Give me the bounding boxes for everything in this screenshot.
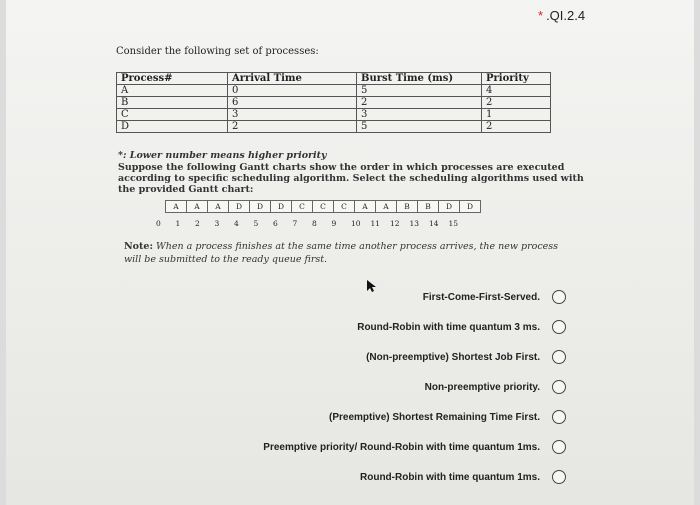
header-priority: Priority <box>482 73 551 85</box>
gantt-cell: A <box>354 200 376 213</box>
gantt-tick: 3 <box>214 219 220 228</box>
note <box>124 240 574 266</box>
cell-burst: 5 <box>357 121 482 133</box>
option-nonpreemptive-priority[interactable] <box>425 380 566 394</box>
question-description: Suppose the following Gantt charts show the order in which processes are executed according to specific scheduling algorithm. Select the scheduling algorithms used with the provided Gantt chart: <box>118 162 584 195</box>
table-row <box>117 109 551 121</box>
option-rr-3ms[interactable] <box>357 320 566 334</box>
header-burst: Burst Time (ms) <box>357 73 482 85</box>
gantt-tick: 13 <box>409 219 420 228</box>
option-label: (Non-preemptive) Shortest Job First. <box>366 351 540 363</box>
option-fcfs[interactable] <box>423 290 566 304</box>
gantt-cell: A <box>207 200 229 213</box>
radio-button[interactable] <box>552 440 566 454</box>
cell-priority: 2 <box>482 97 551 109</box>
cell-burst: 3 <box>357 109 482 121</box>
gantt-cell: D <box>459 200 481 213</box>
cell-burst: 5 <box>357 85 482 97</box>
option-label: Preemptive priority/ Round-Robin with time quantum 1ms. <box>263 441 540 453</box>
gantt-cell: D <box>270 200 292 213</box>
gantt-cell: A <box>165 200 187 213</box>
note-label: Note: <box>124 241 153 252</box>
cell-process: D <box>117 121 228 133</box>
radio-button[interactable] <box>552 290 566 304</box>
cell-process: B <box>117 97 228 109</box>
mouse-pointer-icon <box>366 279 378 293</box>
option-preemptive-priority-rr[interactable] <box>263 440 566 454</box>
gantt-chart <box>166 200 481 213</box>
gantt-cell: D <box>438 200 460 213</box>
cell-arrival: 0 <box>228 85 357 97</box>
table-row <box>117 121 551 133</box>
radio-button[interactable] <box>552 410 566 424</box>
gantt-cell: A <box>375 200 397 213</box>
process-table <box>116 72 551 133</box>
gantt-tick: 0 <box>156 219 161 228</box>
question-id-label: .QI.2.4 <box>546 8 586 23</box>
gantt-cell: B <box>417 200 439 213</box>
radio-button[interactable] <box>552 350 566 364</box>
intro-text: Consider the following set of processes: <box>116 46 319 57</box>
cell-priority: 2 <box>482 121 551 133</box>
cell-priority: 1 <box>482 109 551 121</box>
gantt-tick: 6 <box>273 219 278 228</box>
option-label: Round-Robin with time quantum 3 ms. <box>357 321 540 333</box>
gantt-tick: 4 <box>234 219 239 228</box>
gantt-cell: D <box>249 200 271 213</box>
gantt-tick: 9 <box>331 219 337 228</box>
gantt-tick: 10 <box>351 219 361 228</box>
gantt-tick: 7 <box>292 219 298 228</box>
gantt-tick: 8 <box>312 219 317 228</box>
cell-burst: 2 <box>357 97 482 109</box>
table-row <box>117 85 551 97</box>
gantt-tick: 5 <box>253 219 259 228</box>
option-label: Round-Robin with time quantum 1ms. <box>360 471 540 483</box>
option-label: (Preemptive) Shortest Remaining Time First. <box>329 411 540 423</box>
gantt-cell: C <box>333 200 355 213</box>
cell-process: C <box>117 109 228 121</box>
cell-process: A <box>117 85 228 97</box>
note-text: When a process finishes at the same time another process arrives, the new process will be submitted to the ready queue first. <box>124 241 559 265</box>
option-srtf[interactable] <box>329 410 566 424</box>
radio-button[interactable] <box>552 470 566 484</box>
table-row <box>117 97 551 109</box>
gantt-tick: 1 <box>175 219 181 228</box>
gantt-cell: B <box>396 200 418 213</box>
option-label: Non-preemptive priority. <box>424 381 540 393</box>
gantt-tick: 14 <box>429 219 439 228</box>
gantt-tick: 15 <box>448 219 459 228</box>
cell-arrival: 2 <box>228 121 357 133</box>
cell-arrival: 3 <box>228 109 357 121</box>
option-label: First-Come-First-Served. <box>422 291 540 303</box>
gantt-cell: D <box>228 200 250 213</box>
required-star-icon: * <box>538 8 544 23</box>
question-id <box>538 8 585 23</box>
header-process: Process# <box>117 73 228 85</box>
radio-button[interactable] <box>552 380 566 394</box>
gantt-tick: 2 <box>195 219 200 228</box>
gantt-cell: C <box>312 200 334 213</box>
table-header-row <box>117 73 551 85</box>
option-sjf[interactable] <box>366 350 566 364</box>
gantt-time-axis <box>156 219 516 229</box>
quiz-page <box>6 0 694 505</box>
gantt-cell: C <box>291 200 313 213</box>
radio-button[interactable] <box>552 320 566 334</box>
option-rr-1ms[interactable] <box>360 470 566 484</box>
gantt-tick: 11 <box>370 219 381 228</box>
priority-footnote: *: Lower number means higher priority <box>118 150 327 161</box>
header-arrival: Arrival Time <box>228 73 357 85</box>
gantt-cell: A <box>186 200 208 213</box>
cell-priority: 4 <box>482 85 551 97</box>
cell-arrival: 6 <box>228 97 357 109</box>
gantt-tick: 12 <box>390 219 400 228</box>
